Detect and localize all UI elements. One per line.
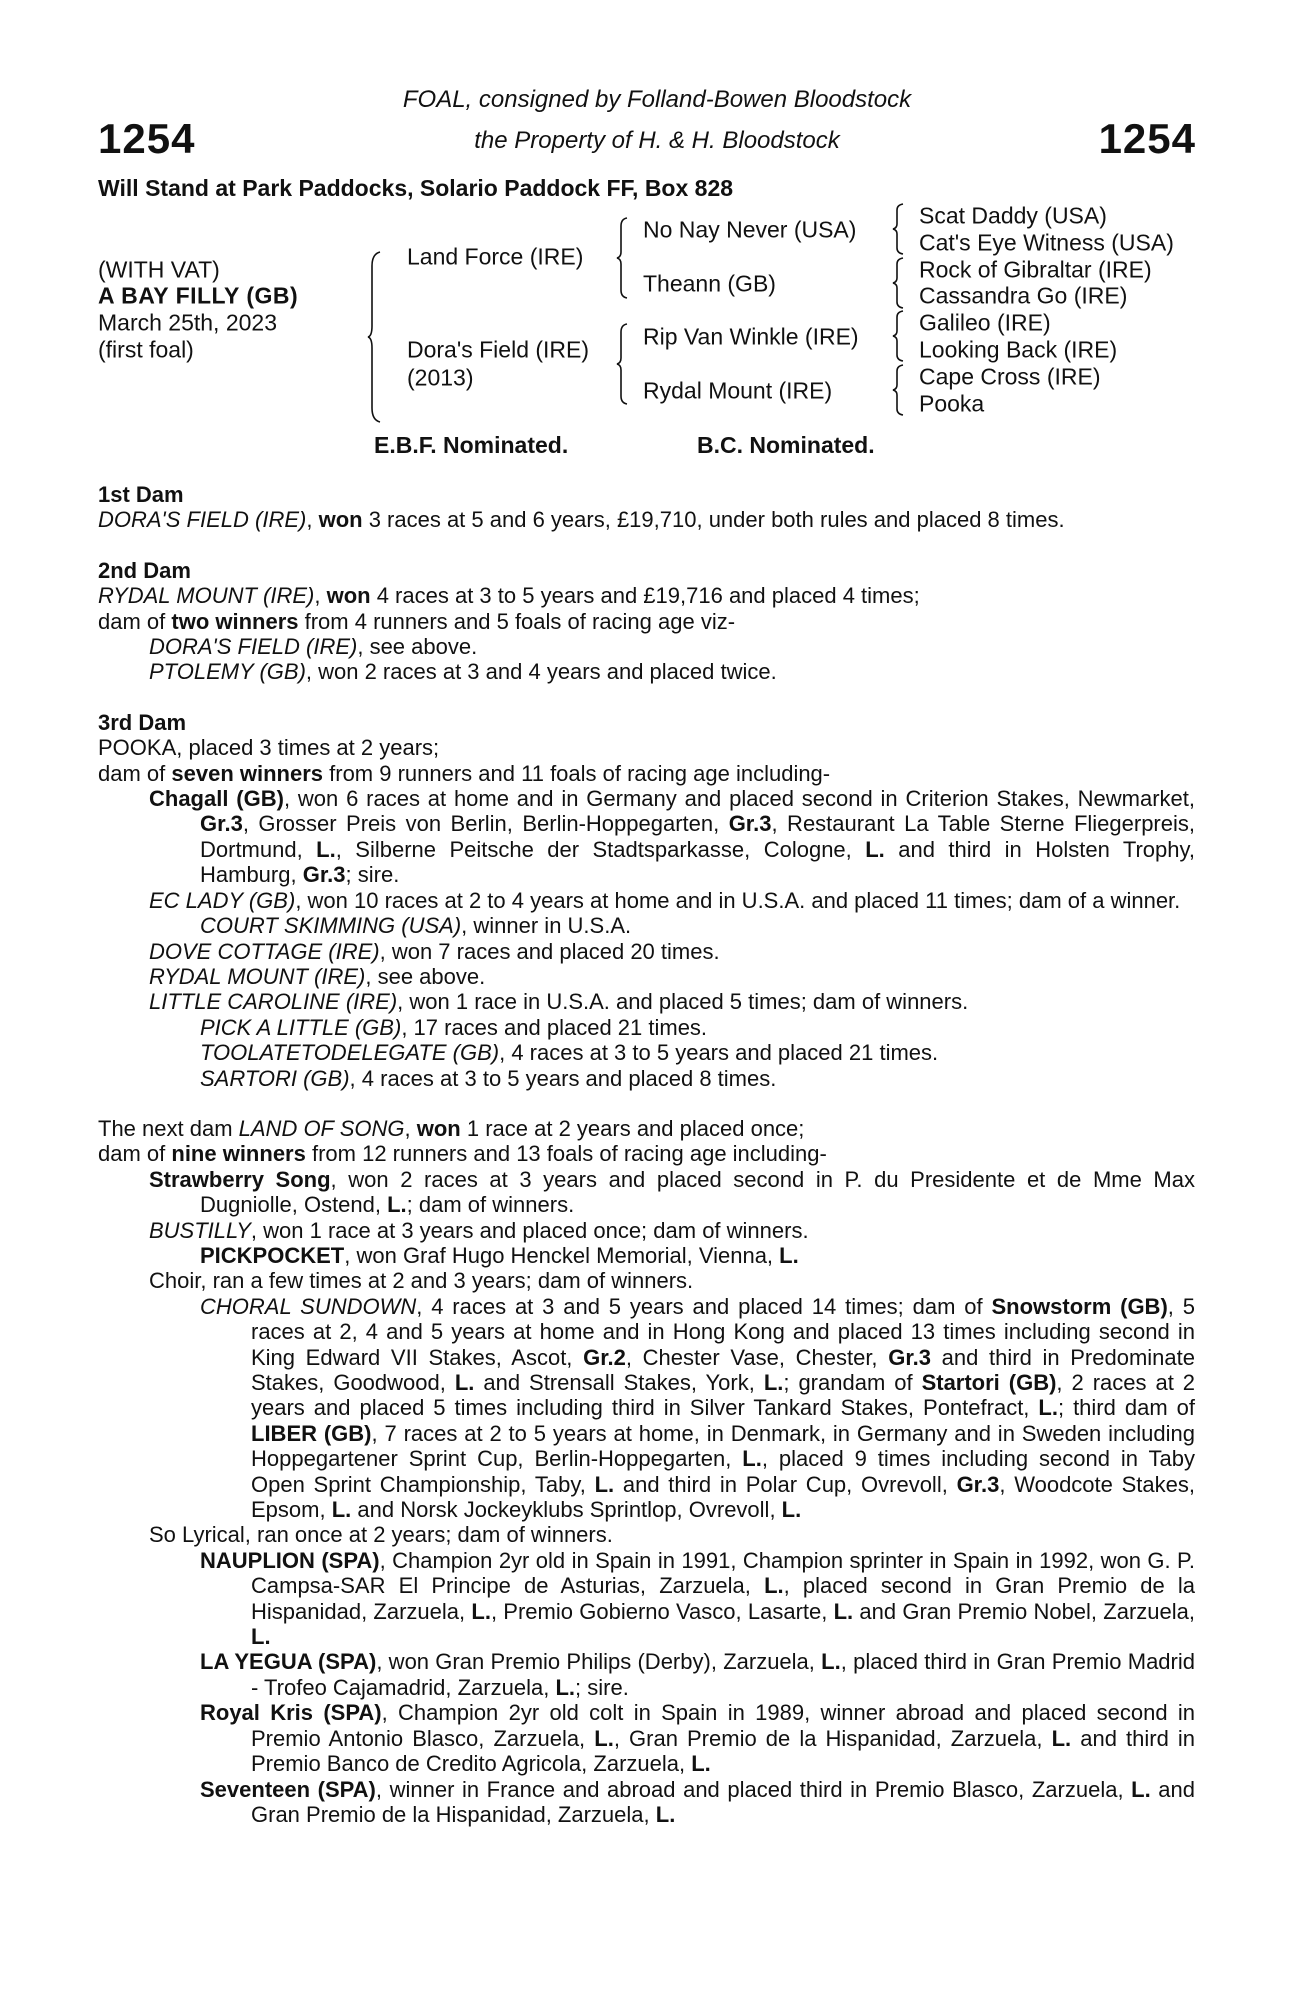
text: ; sire.	[345, 862, 400, 888]
text: ,	[314, 583, 327, 609]
pedigree-entry	[98, 735, 1195, 760]
text: and Norsk Jockeyklubs Sprintlop, Ovrevoll,	[351, 1497, 782, 1523]
pedigree-entry	[98, 583, 1195, 608]
text: , Gran Premio de la Hispanidad, Zarzuela,	[613, 1725, 1052, 1751]
pedigree-entry	[98, 1015, 1195, 1040]
pedigree-entry	[98, 1167, 1195, 1218]
italic-text: LITTLE CAROLINE (IRE)	[149, 989, 398, 1015]
ggp-3: Rock of Gibraltar (IRE)	[919, 256, 1152, 283]
italic-text: RYDAL MOUNT (IRE)	[149, 963, 366, 989]
text: and Gran Premio Nobel, Zarzuela,	[853, 1598, 1195, 1624]
text: , winner in France and abroad and placed third in Premio Blasco, Zarzuela,	[375, 1776, 1132, 1802]
sire-sire: No Nay Never (USA)	[643, 216, 857, 243]
bold-text: Gr.2	[583, 1344, 626, 1370]
bold-text: L.	[331, 1497, 352, 1523]
bold-text: L.	[1131, 1776, 1151, 1802]
text: , Chester Vase, Chester,	[625, 1344, 889, 1370]
bold-text: L.	[779, 1242, 799, 1268]
bold-text: Strawberry Song	[149, 1166, 331, 1192]
bc-nomination: B.C. Nominated.	[697, 432, 875, 458]
italic-text: DORA'S FIELD (IRE)	[149, 634, 358, 660]
bold-text: L.	[764, 1573, 784, 1599]
text: So Lyrical, ran once at 2 years; dam of winners.	[149, 1522, 613, 1548]
text: 3 races at 5 and 6 years, £19,710, under both rules and placed 8 times.	[362, 507, 1065, 533]
sire-brace-icon	[617, 218, 629, 298]
bold-text: L.	[1051, 1725, 1072, 1751]
text: ; dam of winners.	[406, 1192, 575, 1218]
bold-text: Gr.3	[728, 811, 772, 837]
brace-icon	[893, 258, 905, 308]
pedigree-entry	[98, 989, 1195, 1014]
dam-section	[98, 557, 1195, 685]
text: 1 race at 2 years and placed once;	[460, 1115, 805, 1141]
text: ; third dam of	[1057, 1395, 1195, 1421]
pedigree-entry	[98, 1548, 1195, 1650]
pedigree-entry	[98, 913, 1195, 938]
pedigree-entry	[98, 1268, 1195, 1293]
bold-text: L.	[316, 836, 336, 862]
pedigree-entry	[98, 888, 1195, 913]
pedigree-entry	[98, 1777, 1195, 1828]
text: , placed third in Gran Premio Madrid - Trofeo Cajamadrid, Zarzuela,	[251, 1649, 1195, 1700]
text: , 2 races at 2 years and placed 5 times including third in Silver Tankard Stakes, Pontefract,	[251, 1370, 1195, 1421]
pedigree-entry	[98, 659, 1195, 684]
text: ,	[404, 1115, 417, 1141]
bold-text: L.	[865, 836, 885, 862]
horse-name: A BAY FILLY (GB)	[98, 282, 299, 309]
dam-section	[98, 482, 1195, 533]
text: ; sire.	[575, 1674, 629, 1700]
dam-dam: Rydal Mount (IRE)	[643, 377, 833, 404]
italic-text: LAND OF SONG	[238, 1115, 405, 1141]
text: ; grandam of	[783, 1370, 922, 1395]
brace-icon	[893, 311, 905, 361]
bold-text: L.	[781, 1497, 802, 1523]
lot-number-right: 1254	[1098, 115, 1196, 162]
pedigree-entry	[98, 1218, 1195, 1243]
bold-text: L.	[821, 1649, 841, 1675]
text: , won 1 race at 3 years and placed once; dam of winners.	[250, 1217, 809, 1243]
text: , placed second in Gran Premio de la Hispanidad, Zarzuela,	[251, 1573, 1195, 1624]
ggp-1: Scat Daddy (USA)	[919, 202, 1107, 229]
text: from 12 runners and 13 foals of racing age including-	[305, 1141, 827, 1167]
italic-text: BUSTILLY	[149, 1217, 251, 1243]
bold-text: L.	[1038, 1395, 1058, 1421]
dam-brace-icon	[617, 324, 629, 404]
italic-text: SARTORI (GB)	[200, 1065, 350, 1091]
catalogue-body	[98, 482, 1196, 1852]
bold-text: L.	[555, 1674, 576, 1700]
bold-text: Chagall (GB)	[149, 786, 284, 812]
italic-text: CHORAL SUNDOWN	[200, 1293, 417, 1319]
pedigree-entry	[98, 964, 1195, 989]
pedigree-entry	[98, 1141, 1195, 1166]
text: and third in Holsten Trophy, Hamburg,	[200, 836, 1195, 888]
bold-text: LA YEGUA (SPA)	[200, 1649, 377, 1675]
italic-text: PICK A LITTLE (GB)	[200, 1014, 402, 1040]
italic-text: COURT SKIMMING (USA)	[200, 913, 462, 939]
text: dam of	[98, 1141, 172, 1167]
bold-text: L.	[594, 1471, 615, 1497]
text: , won 2 races at 3 years and placed second in P. du Presidente et de Mme Max Dugniolle, Ostend,	[200, 1166, 1195, 1218]
section-heading: 2nd Dam	[98, 557, 191, 583]
bold-text: Snowstorm (GB)	[991, 1293, 1168, 1319]
text: , Woodcote Stakes, Epsom,	[251, 1471, 1195, 1523]
pedigree-entry	[98, 1066, 1195, 1091]
text: , 4 races at 3 to 5 years and placed 8 times.	[349, 1065, 777, 1091]
ggp-5: Galileo (IRE)	[919, 309, 1051, 336]
text: and third in Premio Banco de Credito Agricola, Zarzuela,	[251, 1725, 1196, 1777]
text: dam of	[98, 608, 172, 634]
ebf-nomination: E.B.F. Nominated.	[374, 432, 569, 458]
text: , 7 races at 2 to 5 years at home, in Denmark, in Germany and in Sweden including Hoppegartener Sprint Cup, Berlin-Hoppegarten,	[251, 1420, 1195, 1472]
text: , see above.	[365, 963, 486, 989]
pedigree-entry	[98, 786, 1195, 888]
dam: Dora's Field (IRE)	[407, 336, 590, 363]
brace-icon	[893, 365, 905, 415]
italic-text: EC LADY (GB)	[149, 887, 296, 913]
dam-section	[98, 709, 1196, 1091]
ggp-4: Cassandra Go (IRE)	[919, 282, 1128, 309]
lot-number-left: 1254	[98, 115, 196, 162]
dam-sire: Rip Van Winkle (IRE)	[643, 323, 859, 350]
dam-year: (2013)	[407, 364, 474, 391]
bold-text: L.	[655, 1801, 676, 1827]
text: , Premio Gobierno Vasco, Lasarte,	[490, 1598, 834, 1624]
text: , see above.	[357, 634, 478, 660]
pedigree-brace-icon	[368, 252, 382, 422]
bold-text: LIBER (GB)	[251, 1420, 372, 1446]
bold-text: PICKPOCKET	[200, 1242, 345, 1268]
text: The next dam	[98, 1115, 239, 1141]
ggp-8: Pooka	[919, 390, 985, 417]
text: , Champion 2yr old colt in Spain in 1989, winner abroad and placed second in Premio Antonio Blasco, Zarzuela,	[251, 1700, 1195, 1751]
italic-text: DOVE COTTAGE (IRE)	[149, 938, 380, 964]
text: , 5 races at 2, 4 and 5 years at home and in Hong Kong and placed 13 times including second in King Edward VII Stakes, Ascot,	[251, 1293, 1195, 1370]
bold-text: Gr.3	[888, 1344, 932, 1370]
pedigree-entry	[98, 507, 1195, 532]
text: and third in Polar Cup, Ovrevoll,	[614, 1471, 957, 1497]
ggp-7: Cape Cross (IRE)	[919, 363, 1101, 390]
bold-text: Startori (GB)	[921, 1370, 1057, 1395]
text: , won 10 races at 2 to 4 years at home and in U.S.A. and placed 11 times; dam of a winner.	[295, 887, 1181, 913]
consignor-line: FOAL, consigned by Folland-Bowen Bloodstock	[402, 86, 912, 113]
text: from 9 runners and 11 foals of racing age including-	[323, 760, 831, 786]
text: and third in Predominate Stakes, Goodwood,	[251, 1344, 1195, 1395]
bold-text: won	[318, 507, 363, 533]
text: , won 2 races at 3 and 4 years and placed twice.	[305, 659, 777, 685]
bold-text: two winners	[171, 608, 299, 634]
section-heading: 3rd Dam	[98, 709, 187, 735]
vat-note: (WITH VAT)	[98, 256, 220, 283]
text: , won Gran Premio Philips (Derby), Zarzuela,	[376, 1649, 822, 1675]
italic-text: RYDAL MOUNT (IRE)	[98, 583, 315, 609]
ggp-6: Looking Back (IRE)	[919, 336, 1118, 363]
text: , won 1 race in U.S.A. and placed 5 times; dam of winners.	[397, 989, 969, 1015]
pedigree-entry	[98, 1700, 1195, 1776]
text: dam of	[98, 760, 172, 786]
foaling-date: March 25th, 2023	[98, 309, 278, 336]
sire-dam: Theann (GB)	[643, 270, 776, 297]
brace-icon	[893, 204, 905, 254]
pedigree-entry	[98, 1116, 1195, 1141]
bold-text: won	[416, 1115, 461, 1141]
property-line: the Property of H. & H. Bloodstock	[474, 127, 840, 154]
text: , 17 races and placed 21 times.	[401, 1014, 708, 1040]
text: Choir, ran a few times at 2 and 3 years; dam of winners.	[149, 1268, 694, 1294]
text: , won 6 races at home and in Germany and placed second in Criterion Stakes, Newmarket,	[283, 786, 1196, 812]
text: , Grosser Preis von Berlin, Berlin-Hoppegarten,	[242, 811, 729, 837]
bold-text: L.	[387, 1192, 407, 1218]
text: from 4 runners and 5 foals of racing age viz-	[298, 608, 736, 634]
bold-text: L.	[763, 1370, 784, 1395]
dam-section	[98, 1115, 1196, 1827]
bold-text: L.	[454, 1370, 475, 1395]
text: , Silberne Peitsche der Stadtsparkasse, Cologne,	[335, 836, 866, 862]
italic-text: DORA'S FIELD (IRE)	[98, 507, 307, 533]
bold-text: Royal Kris (SPA)	[200, 1700, 382, 1726]
ggp-2: Cat's Eye Witness (USA)	[919, 229, 1174, 256]
pedigree-entry	[98, 761, 1195, 786]
sire: Land Force (IRE)	[407, 243, 584, 270]
stand-location: Will Stand at Park Paddocks, Solario Paddock FF, Box 828	[98, 175, 734, 201]
pedigree-entry	[98, 609, 1195, 634]
text: POOKA, placed 3 times at 2 years;	[98, 735, 440, 761]
bold-text: L.	[251, 1624, 271, 1650]
text: , won 7 races and placed 20 times.	[379, 938, 720, 964]
bold-text: Gr.3	[200, 811, 243, 837]
foal-note: (first foal)	[98, 336, 194, 363]
pedigree-entry	[98, 1040, 1195, 1065]
bold-text: NAUPLION (SPA)	[200, 1547, 380, 1573]
pedigree-entry	[98, 939, 1195, 964]
text: , won Graf Hugo Henckel Memorial, Vienna,	[344, 1242, 780, 1268]
text: 4 races at 3 to 5 years and £19,716 and placed 4 times;	[370, 583, 920, 609]
bold-text: seven winners	[171, 760, 324, 786]
text: ,	[306, 507, 319, 533]
bold-text: Seventeen (SPA)	[200, 1776, 376, 1802]
text: , placed 9 times including second in Taby Open Sprint Championship, Taby,	[251, 1446, 1195, 1497]
bold-text: L.	[471, 1598, 491, 1624]
pedigree-entry	[98, 634, 1195, 659]
text: , 4 races at 3 to 5 years and placed 21 times.	[499, 1040, 939, 1066]
bold-text: L.	[742, 1446, 762, 1472]
text: , 4 races at 3 and 5 years and placed 14 times; dam of	[416, 1293, 992, 1319]
pedigree-entry	[98, 1522, 1195, 1547]
italic-text: TOOLATETODELEGATE (GB)	[200, 1040, 500, 1066]
bold-text: L.	[833, 1598, 854, 1624]
pedigree-entry	[98, 1649, 1195, 1700]
italic-text: PTOLEMY (GB)	[149, 659, 306, 685]
section-heading: 1st Dam	[98, 482, 184, 507]
pedigree-entry	[98, 1294, 1195, 1523]
bold-text: won	[326, 583, 371, 609]
bold-text: nine winners	[171, 1141, 306, 1167]
text: and Gran Premio de la Hispanidad, Zarzuela,	[251, 1776, 1195, 1827]
text: , Restaurant La Table Sterne Fliegerpreis, Dortmund,	[200, 811, 1195, 862]
bold-text: Gr.3	[302, 862, 346, 888]
text: , Champion 2yr old in Spain in 1991, Champion sprinter in Spain in 1992, won G. P. Campsa-SAR El Principe de Asturias, Zarzuela,	[251, 1547, 1195, 1599]
text: and Strensall Stakes, York,	[474, 1370, 764, 1395]
bold-text: L.	[594, 1725, 614, 1751]
pedigree-entry	[98, 1243, 1195, 1268]
text: , winner in U.S.A.	[461, 913, 632, 939]
bold-text: Gr.3	[956, 1471, 1000, 1497]
bold-text: L.	[691, 1751, 711, 1777]
